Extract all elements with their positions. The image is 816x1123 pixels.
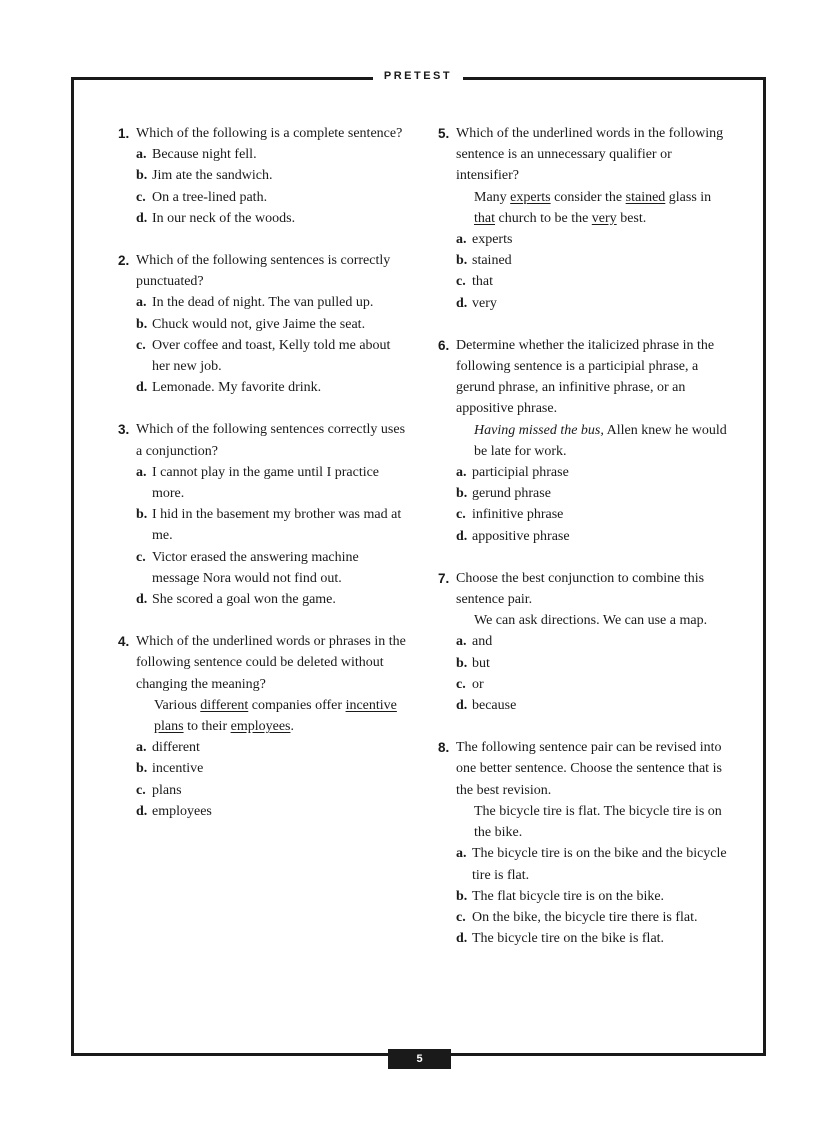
option-d[interactable]: d. The bicycle tire on the bike is flat.	[456, 931, 665, 947]
right-column	[438, 123, 730, 970]
section-header: PRETEST	[383, 70, 453, 82]
options-list	[438, 229, 730, 314]
option-b[interactable]: b. I hid in the basement my brother was mad at me.	[136, 507, 402, 544]
option-a[interactable]: a. different	[136, 740, 200, 756]
question-text: Choose the best conjunction to combine this sentence pair.	[456, 570, 705, 608]
question-number: 1.	[118, 126, 130, 141]
header-rule-left	[71, 77, 373, 80]
option-b[interactable]: b. The flat bicycle tire is on the bike.	[456, 888, 665, 904]
question-text: Which of the underlined words or phrases in the following sentence could be deleted without changing the meaning?	[136, 634, 406, 692]
question-number: 7.	[438, 570, 450, 586]
underlined-word: different	[200, 697, 249, 713]
option-d[interactable]: d. because	[456, 698, 517, 714]
option-a[interactable]: a. The bicycle tire is on the bike and the bicycle tire is flat.	[456, 846, 727, 883]
options-list	[118, 292, 408, 398]
question-3	[118, 419, 408, 610]
question-text: Which of the underlined words in the following sentence is an unnecessary qualifier or intensifier?	[456, 126, 724, 184]
question-1	[118, 123, 408, 229]
question-text: Which of the following is a complete sentence?	[136, 126, 403, 141]
option-d[interactable]: d. She scored a goal won the game.	[136, 592, 336, 608]
options-list	[118, 737, 408, 822]
option-c[interactable]: c. On a tree-lined path.	[136, 189, 268, 205]
question-5	[438, 123, 730, 314]
option-a[interactable]: a. and	[456, 634, 493, 650]
question-6	[438, 335, 730, 547]
option-b[interactable]: b. incentive	[136, 761, 204, 777]
sample-sentence: We can ask directions. We can use a map.	[474, 613, 708, 629]
question-7	[438, 568, 730, 716]
sample-sentence: The bicycle tire is flat. The bicycle tire is on the bike.	[474, 803, 722, 841]
option-b[interactable]: b. Chuck would not, give Jaime the seat.	[136, 316, 366, 332]
option-a[interactable]: a. In the dead of night. The van pulled up.	[136, 295, 374, 311]
options-list	[438, 631, 730, 716]
underlined-word: employees	[230, 719, 291, 735]
underlined-word: very	[591, 210, 617, 226]
option-b[interactable]: b. gerund phrase	[456, 486, 551, 502]
options-list	[438, 843, 730, 949]
option-c[interactable]: c. Victor erased the answering machine message Nora would not find out.	[136, 549, 359, 586]
underlined-word: that	[474, 210, 495, 226]
options-list	[438, 462, 730, 547]
option-d[interactable]: d. In our neck of the woods.	[136, 210, 296, 226]
options-list	[118, 462, 408, 610]
question-2	[118, 250, 408, 398]
question-text: Which of the following sentences is correctly punctuated?	[136, 253, 391, 290]
option-a[interactable]: a. experts	[456, 232, 513, 248]
sample-sentence: Many experts consider the stained glass in that church to be the very best.	[474, 189, 712, 226]
question-text: Which of the following sentences correctly uses a conjunction?	[136, 422, 406, 459]
question-number: 2.	[118, 253, 130, 269]
sample-sentence: Having missed the bus, Allen knew he would be late for work.	[474, 422, 727, 459]
question-number: 4.	[118, 634, 130, 650]
option-a[interactable]: a. participial phrase	[456, 465, 569, 481]
question-text: Determine whether the italicized phrase in the following sentence is a participial phrase, a gerund phrase, an infinitive phrase, or an appositive phrase.	[456, 337, 715, 417]
option-a[interactable]: a. Because night fell.	[136, 147, 257, 163]
option-b[interactable]: b. but	[456, 655, 490, 671]
question-number: 3.	[118, 422, 130, 438]
option-d[interactable]: d. Lemonade. My favorite drink.	[136, 380, 322, 396]
left-column	[118, 123, 408, 843]
italic-phrase: Having missed the bus,	[474, 422, 604, 438]
question-number: 6.	[438, 337, 450, 353]
question-number: 8.	[438, 740, 450, 756]
question-4	[118, 631, 408, 822]
underlined-word: incentive plans	[154, 697, 397, 735]
question-8	[438, 737, 730, 949]
question-number: 5.	[438, 126, 450, 141]
option-a[interactable]: a. I cannot play in the game until I practice more.	[136, 464, 380, 502]
question-text: The following sentence pair can be revised into one better sentence. Choose the sentence that is the best revision.	[456, 740, 722, 798]
option-c[interactable]: c. Over coffee and toast, Kelly told me about her new job.	[136, 337, 391, 375]
option-c[interactable]: c. that	[456, 274, 493, 290]
option-b[interactable]: b. stained	[456, 253, 512, 269]
option-c[interactable]: c. or	[456, 676, 484, 692]
option-d[interactable]: d. very	[456, 295, 497, 311]
underlined-word: experts	[510, 189, 551, 205]
option-d[interactable]: d. employees	[136, 803, 212, 819]
option-d[interactable]: d. appositive phrase	[456, 528, 570, 544]
page-number: 5	[388, 1049, 451, 1069]
option-c[interactable]: c. On the bike, the bicycle tire there is flat.	[456, 909, 698, 925]
underlined-word: stained	[625, 189, 666, 205]
options-list	[118, 144, 408, 229]
option-b[interactable]: b. Jim ate the sandwich.	[136, 168, 273, 184]
option-c[interactable]: c. plans	[136, 782, 182, 798]
header-rule-right	[463, 77, 766, 80]
option-c[interactable]: c. infinitive phrase	[456, 507, 564, 523]
sample-sentence: Various different companies offer incentive plans to their employees.	[154, 697, 397, 735]
